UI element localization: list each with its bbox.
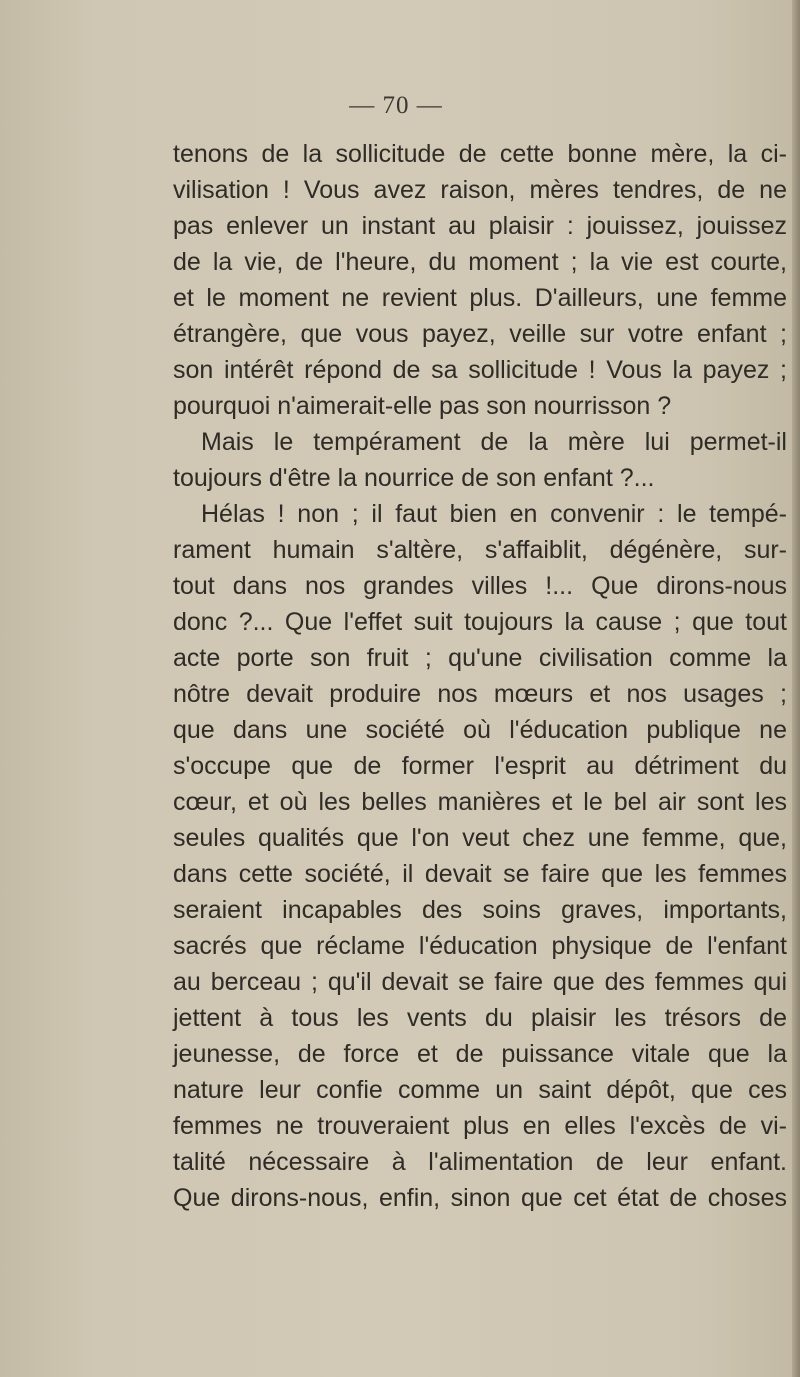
text-line: tenons de la sollicitude de cette bonne mère, la ci- bbox=[173, 140, 787, 168]
text-line: jettent à tous les vents du plaisir les trésors de bbox=[173, 1004, 787, 1032]
page-edge-shadow bbox=[792, 0, 800, 1377]
text-line: de la vie, de l'heure, du moment ; la vie est courte, bbox=[173, 248, 787, 276]
text-line: pourquoi n'aimerait-elle pas son nourrisson ? bbox=[173, 392, 672, 420]
text-line: rament humain s'altère, s'affaiblit, dégénère, sur- bbox=[173, 536, 787, 564]
text-line: donc ?... Que l'effet suit toujours la cause ; que tout bbox=[173, 608, 787, 636]
text-line: cœur, et où les belles manières et le bel air sont les bbox=[173, 788, 787, 816]
text-line: tout dans nos grandes villes !... Que dirons-nous bbox=[173, 572, 787, 600]
text-line: seraient incapables des soins graves, importants, bbox=[173, 896, 787, 924]
text-line: son intérêt répond de sa sollicitude ! Vous la payez ; bbox=[173, 356, 787, 384]
text-line: seules qualités que l'on veut chez une femme, que, bbox=[173, 824, 787, 852]
text-line: nôtre devait produire nos mœurs et nos usages ; bbox=[173, 680, 787, 708]
text-line: que dans une société où l'éducation publique ne bbox=[173, 716, 787, 744]
text-line: nature leur confie comme un saint dépôt, que ces bbox=[173, 1076, 787, 1104]
text-line: s'occupe que de former l'esprit au détriment du bbox=[173, 752, 787, 780]
text-line: talité nécessaire à l'alimentation de leur enfant. bbox=[173, 1148, 787, 1176]
text-line: étrangère, que vous payez, veille sur votre enfant ; bbox=[173, 320, 787, 348]
text-line: au berceau ; qu'il devait se faire que des femmes qui bbox=[173, 968, 787, 996]
text-line: jeunesse, de force et de puissance vitale que la bbox=[173, 1040, 787, 1068]
text-line: vilisation ! Vous avez raison, mères tendres, de ne bbox=[173, 176, 787, 204]
text-line: Hélas ! non ; il faut bien en convenir : le tempé- bbox=[201, 500, 787, 528]
text-line: Que dirons-nous, enfin, sinon que cet état de choses bbox=[173, 1184, 787, 1212]
text-line: sacrés que réclame l'éducation physique de l'enfant bbox=[173, 932, 787, 960]
page-number: — 70 — bbox=[349, 92, 443, 119]
text-line: Mais le tempérament de la mère lui permet-il bbox=[201, 428, 787, 456]
text-line: toujours d'être la nourrice de son enfant ?... bbox=[173, 464, 655, 492]
body-text bbox=[173, 136, 787, 1216]
text-line: et le moment ne revient plus. D'ailleurs, une femme bbox=[173, 284, 787, 312]
text-line: dans cette société, il devait se faire que les femmes bbox=[173, 860, 787, 888]
text-line: pas enlever un instant au plaisir : jouissez, jouissez bbox=[173, 212, 787, 240]
text-line: femmes ne trouveraient plus en elles l'excès de vi- bbox=[173, 1112, 787, 1140]
text-line: acte porte son fruit ; qu'une civilisation comme la bbox=[173, 644, 787, 672]
